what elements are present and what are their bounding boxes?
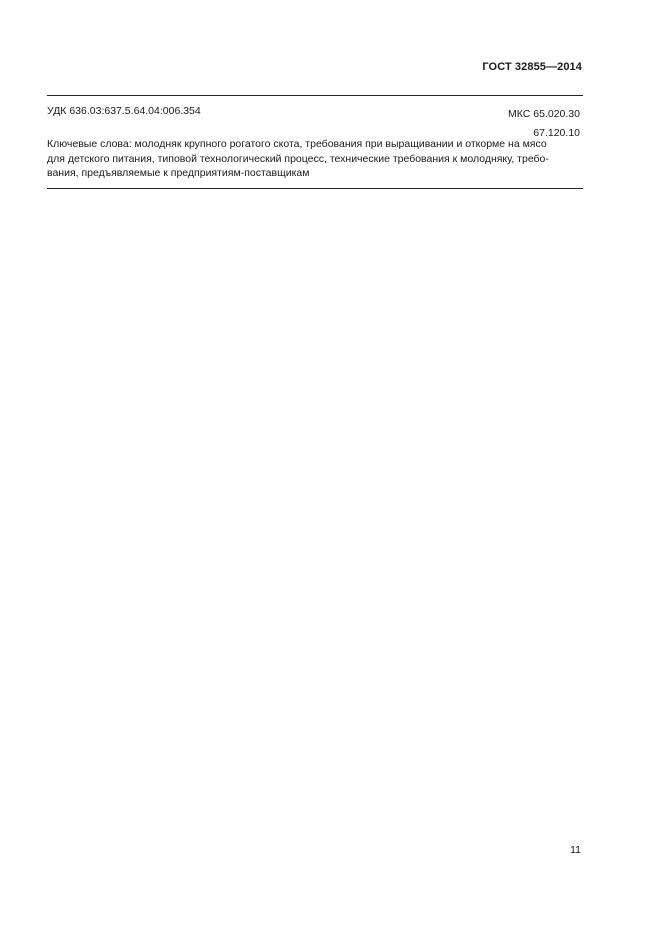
page-number: 11 <box>570 844 581 856</box>
keywords-line: Ключевые слова: молодняк крупного рогатого скота, требования при выращивании и откорме на мясо <box>47 138 547 150</box>
top-divider <box>47 95 583 96</box>
udc-code: УДК 636.03:637.5.64.04:006.354 <box>47 105 201 117</box>
standard-designation: ГОСТ 32855—2014 <box>482 61 582 73</box>
keywords-paragraph <box>47 137 583 181</box>
keywords-line: вания, предъявляемые к предприятиям-поставщикам <box>47 167 310 180</box>
keywords-line: для детского питания, типовой технологический процесс, технические требования к молодняку, требо- <box>47 152 549 165</box>
bottom-divider <box>47 188 583 189</box>
mks-code-line: МКС 65.020.30 <box>508 108 580 120</box>
mks-code-line: 67.120.10 <box>533 127 580 139</box>
